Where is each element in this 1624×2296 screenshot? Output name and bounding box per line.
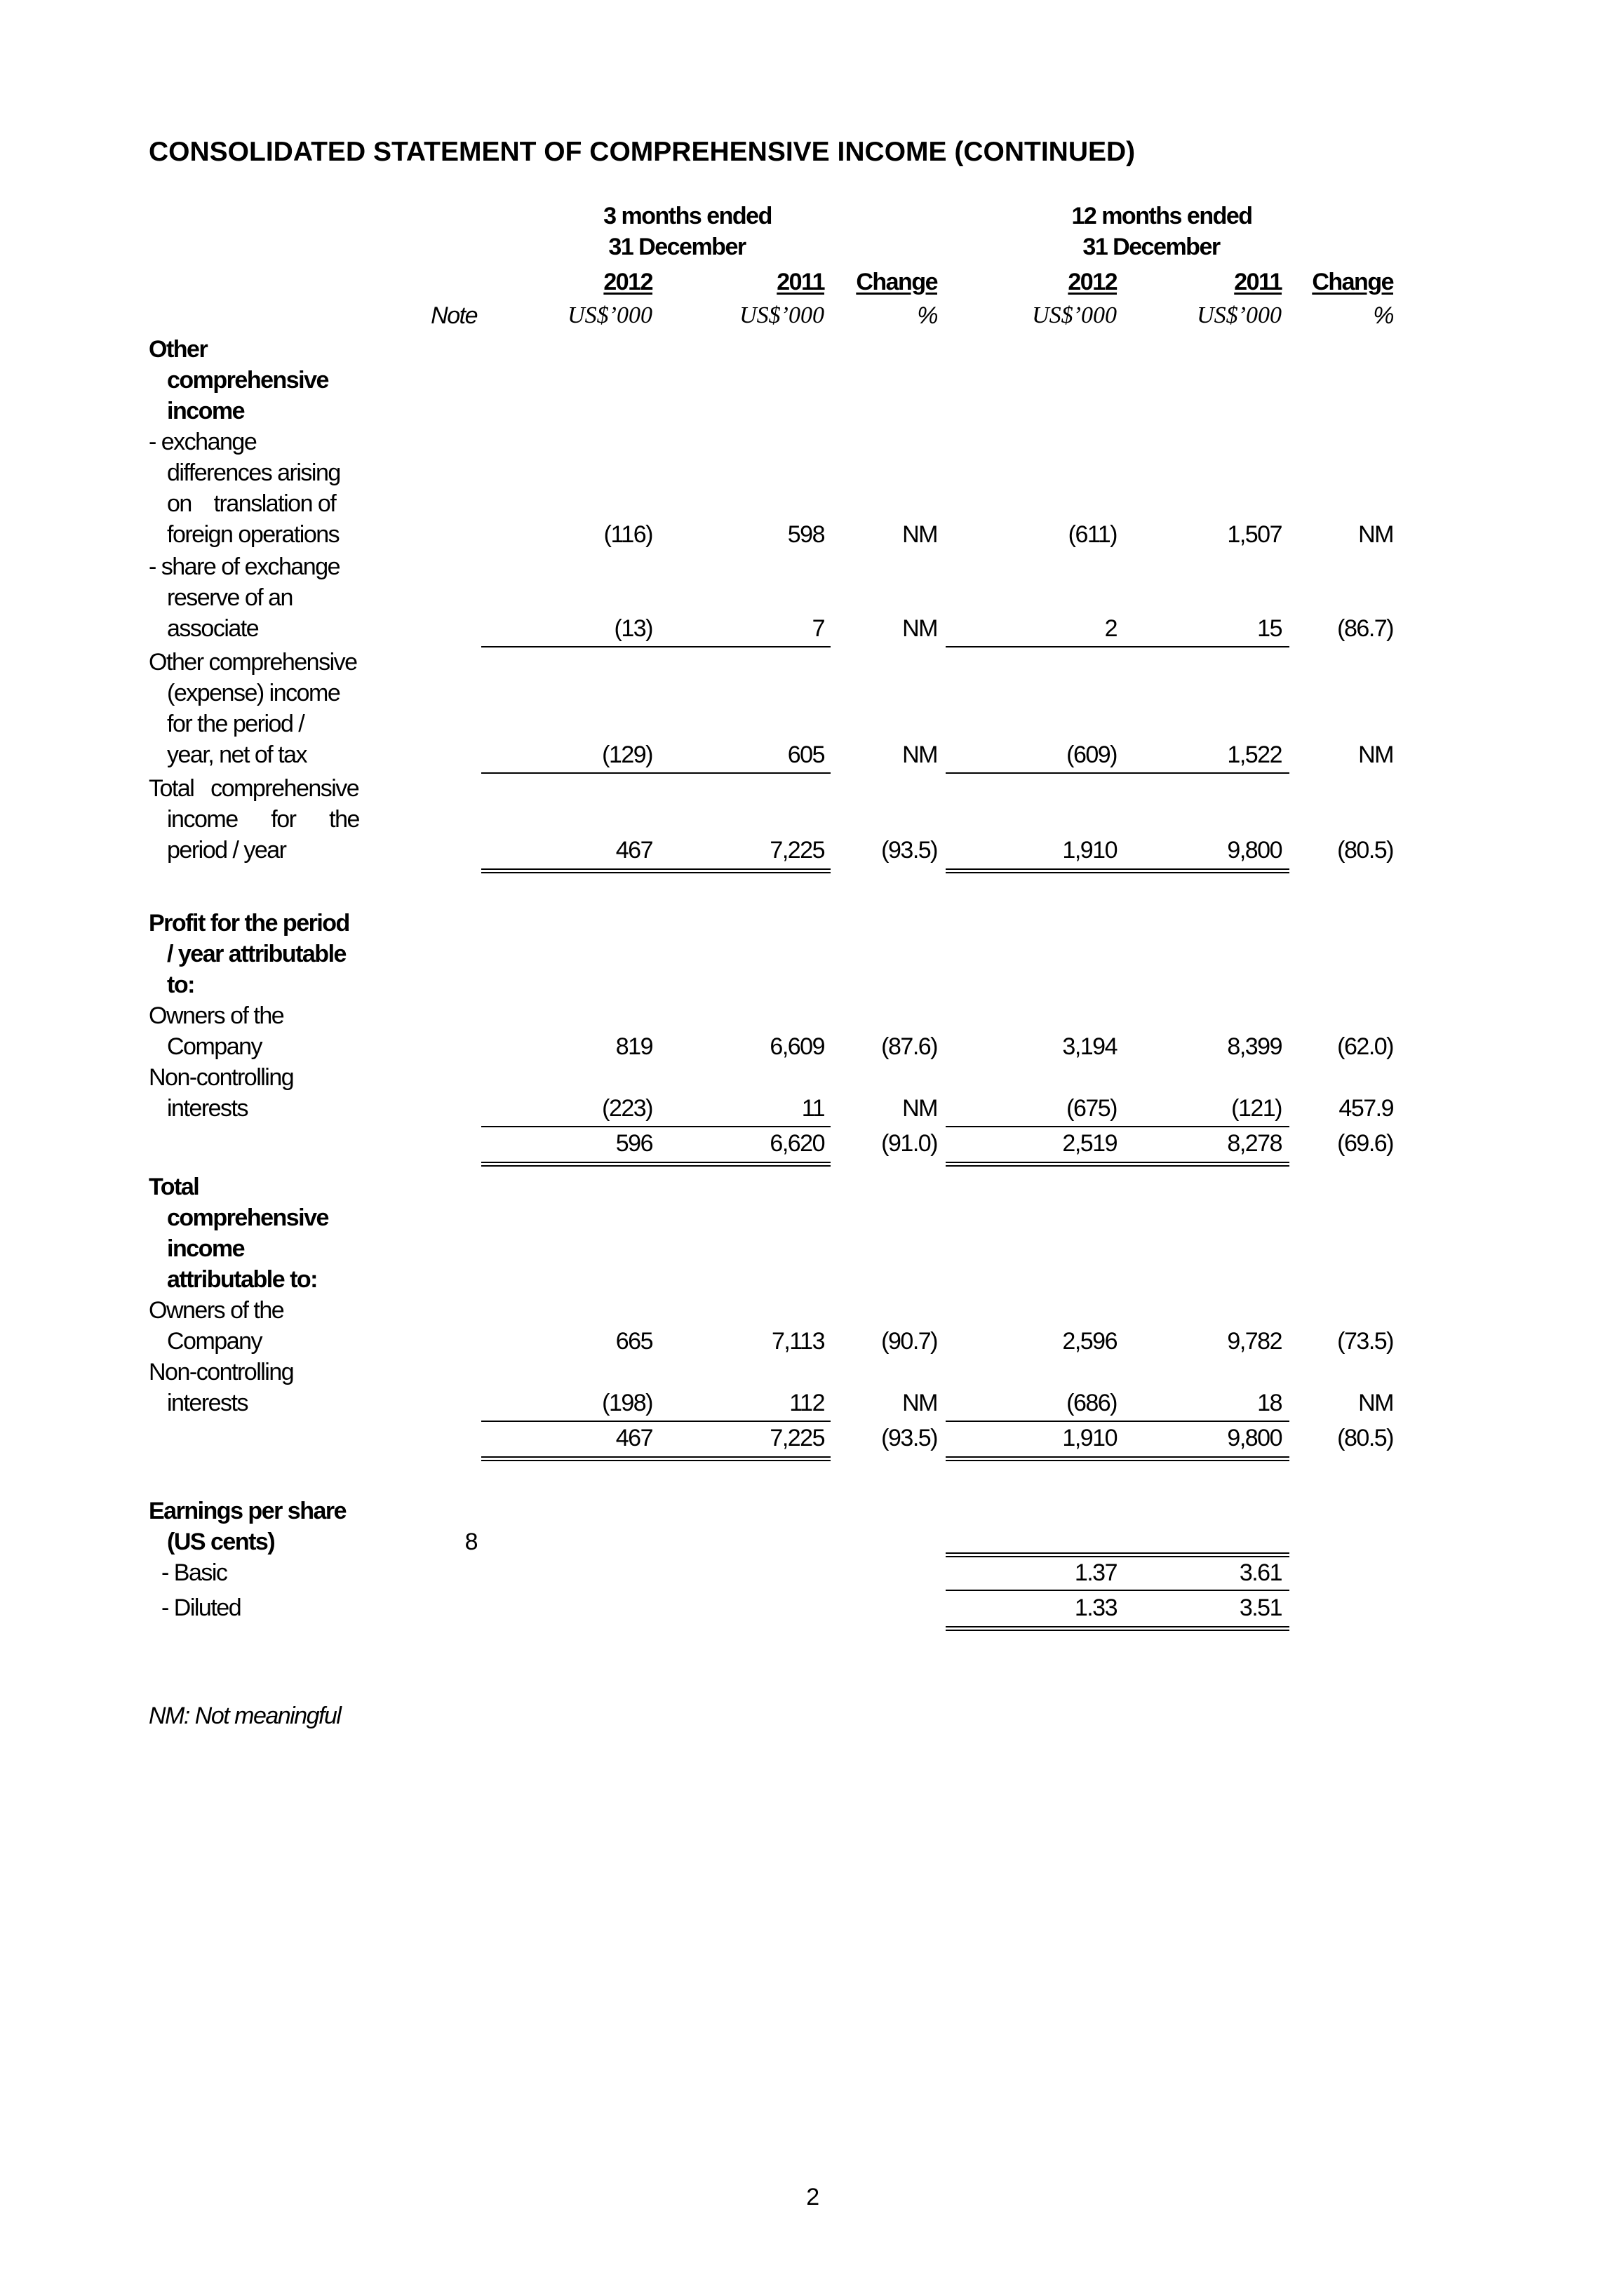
cell-tcia-total-y2011: 9,800 <box>1227 1425 1282 1451</box>
cell-owners2-ychg: (73.5) <box>1337 1328 1393 1355</box>
cell-tci-q2012: 467 <box>615 837 652 864</box>
cell-ociexp-y2011: 1,522 <box>1227 741 1282 768</box>
row-nci2-label-1: Non-controlling <box>149 1359 294 1385</box>
row-ociexp-label-2: (expense) income <box>167 680 340 706</box>
row-share-label-1: - share of exchange <box>149 553 340 580</box>
cell-diluted-y2011: 3.51 <box>1239 1595 1282 1621</box>
header-q-2012: 2012 <box>603 269 652 295</box>
cell-tci-y2011: 9,800 <box>1227 837 1282 864</box>
cell-ociexp-y2012: (609) <box>1066 741 1117 768</box>
section-oci-line1: Other <box>149 336 208 363</box>
header-q-2011: 2011 <box>777 269 824 295</box>
cell-share-q2012: (13) <box>614 615 652 642</box>
row-tci-label-1: Total comprehensive <box>149 775 359 802</box>
row-owners1-label-1: Owners of the <box>149 1002 284 1029</box>
row-exchange-label-4: foreign operations <box>167 521 340 548</box>
rule-double <box>481 868 831 873</box>
cell-exch-q2011: 598 <box>787 521 824 548</box>
row-nci2-label-2: interests <box>167 1390 248 1416</box>
cell-exch-y2012: (611) <box>1068 521 1117 548</box>
cell-nci2-y2011: 18 <box>1257 1390 1282 1416</box>
cell-basic-y2011: 3.61 <box>1239 1559 1282 1586</box>
header-y-2012: 2012 <box>1068 269 1117 295</box>
cell-owners2-y2012: 2,596 <box>1062 1328 1117 1355</box>
cell-owners1-y2012: 3,194 <box>1062 1033 1117 1060</box>
cell-tcia-total-y2012: 1,910 <box>1062 1425 1117 1451</box>
cell-nci2-ychg: NM <box>1358 1390 1393 1416</box>
page-number: 2 <box>806 2184 819 2210</box>
cell-owners1-q2012: 819 <box>615 1033 652 1060</box>
row-exchange-label-2: differences arising <box>167 459 340 486</box>
header-3-months-line1: 3 months ended <box>603 203 772 229</box>
cell-nci1-qchg: NM <box>902 1095 937 1122</box>
page-title: CONSOLIDATED STATEMENT OF COMPREHENSIVE INCOME (CONTINUED) <box>149 137 1136 167</box>
cell-owners1-q2011: 6,609 <box>770 1033 824 1060</box>
cell-ociexp-q2011: 605 <box>787 741 824 768</box>
cell-exch-qchg: NM <box>902 521 937 548</box>
cell-owners1-y2011: 8,399 <box>1227 1033 1282 1060</box>
cell-nci1-q2012: (223) <box>602 1095 652 1122</box>
rule-double <box>481 1162 831 1167</box>
cell-nci2-qchg: NM <box>902 1390 937 1416</box>
cell-owners2-q2011: 7,113 <box>771 1328 824 1355</box>
rule-single <box>481 1126 831 1127</box>
row-owners2-label-1: Owners of the <box>149 1297 284 1324</box>
rule-single <box>946 646 1289 647</box>
section-eps-line2: (US cents) <box>167 1529 275 1555</box>
section-tcia-line1: Total <box>149 1174 199 1200</box>
row-exchange-label-3: on translation of <box>167 490 336 517</box>
eps-note-ref: 8 <box>464 1529 477 1555</box>
cell-profit-total-y2011: 8,278 <box>1227 1130 1282 1157</box>
row-ociexp-label-4: year, net of tax <box>167 741 307 768</box>
cell-profit-total-q2011: 6,620 <box>770 1130 824 1157</box>
header-y-2011: 2011 <box>1234 269 1282 295</box>
header-q-change: Change <box>856 269 937 295</box>
cell-nci2-y2012: (686) <box>1066 1390 1117 1416</box>
row-tci-label-2: income for the <box>167 806 359 833</box>
rule-double <box>946 868 1289 873</box>
cell-nci1-y2011: (121) <box>1231 1095 1282 1122</box>
cell-owners2-y2011: 9,782 <box>1227 1328 1282 1355</box>
cell-ociexp-qchg: NM <box>902 741 937 768</box>
cell-owners1-qchg: (87.6) <box>881 1033 937 1060</box>
cell-owners2-q2012: 665 <box>615 1328 652 1355</box>
cell-owners1-ychg: (62.0) <box>1337 1033 1393 1060</box>
row-share-label-3: associate <box>167 615 259 642</box>
header-note: Note <box>431 302 477 329</box>
cell-share-y2011: 15 <box>1257 615 1282 642</box>
cell-exch-ychg: NM <box>1358 521 1393 548</box>
cell-ociexp-ychg: NM <box>1358 741 1393 768</box>
row-owners2-label-2: Company <box>167 1328 262 1355</box>
cell-tcia-total-q2012: 467 <box>615 1425 652 1451</box>
unit-q-2011: US$’000 <box>739 302 824 328</box>
unit-y-change: % <box>1373 302 1393 329</box>
cell-tcia-total-ychg: (80.5) <box>1337 1425 1393 1451</box>
footnote: NM: Not meaningful <box>149 1703 341 1729</box>
cell-share-ychg: (86.7) <box>1337 615 1393 642</box>
header-y-change: Change <box>1312 269 1393 295</box>
rule-single <box>946 1126 1289 1127</box>
section-tcia-line2: comprehensive <box>167 1204 328 1231</box>
unit-y-2012: US$’000 <box>1032 302 1117 328</box>
cell-exch-q2012: (116) <box>603 521 652 548</box>
row-owners1-label-2: Company <box>167 1033 262 1060</box>
cell-profit-total-qchg: (91.0) <box>881 1130 937 1157</box>
cell-ociexp-q2012: (129) <box>602 741 652 768</box>
cell-diluted-y2012: 1.33 <box>1074 1595 1117 1621</box>
cell-nci2-q2012: (198) <box>602 1390 652 1416</box>
cell-share-qchg: NM <box>902 615 937 642</box>
cell-nci2-q2011: 112 <box>789 1390 824 1416</box>
section-profit-line2: / year attributable <box>167 941 346 967</box>
cell-share-q2011: 7 <box>812 615 824 642</box>
cell-nci1-ychg: 457.9 <box>1338 1095 1393 1122</box>
cell-exch-y2011: 1,507 <box>1227 521 1282 548</box>
rule-double <box>946 1552 1289 1557</box>
section-profit-line1: Profit for the period <box>149 910 349 936</box>
cell-nci1-q2011: 11 <box>801 1095 824 1122</box>
row-exchange-label-1: - exchange <box>149 429 257 455</box>
rule-double <box>946 1162 1289 1167</box>
rule-single <box>946 1590 1289 1591</box>
cell-basic-y2012: 1.37 <box>1074 1559 1117 1586</box>
cell-profit-total-ychg: (69.6) <box>1337 1130 1393 1157</box>
cell-profit-total-y2012: 2,519 <box>1062 1130 1117 1157</box>
row-ociexp-label-3: for the period / <box>167 711 304 737</box>
rule-single <box>481 772 831 774</box>
row-ociexp-label-1: Other comprehensive <box>149 649 357 676</box>
row-diluted-label: - Diluted <box>161 1595 241 1621</box>
cell-profit-total-q2012: 596 <box>615 1130 652 1157</box>
cell-tcia-total-qchg: (93.5) <box>881 1425 937 1451</box>
rule-single <box>481 1421 831 1422</box>
cell-tcia-total-q2011: 7,225 <box>770 1425 824 1451</box>
section-oci-line3: income <box>167 398 245 424</box>
header-12-months-line1: 12 months ended <box>1071 203 1252 229</box>
section-oci-line2: comprehensive <box>167 367 328 394</box>
section-eps-line1: Earnings per share <box>149 1498 347 1524</box>
cell-nci1-y2012: (675) <box>1066 1095 1117 1122</box>
section-profit-line3: to: <box>167 972 194 998</box>
row-basic-label: - Basic <box>161 1559 227 1586</box>
cell-tci-q2011: 7,225 <box>770 837 824 864</box>
row-tci-label-3: period / year <box>167 837 286 864</box>
cell-owners2-qchg: (90.7) <box>881 1328 937 1355</box>
unit-q-change: % <box>917 302 937 329</box>
header-3-months-line2: 31 December <box>608 234 746 260</box>
rule-single <box>481 646 831 647</box>
rule-single <box>946 772 1289 774</box>
rule-double <box>481 1456 831 1461</box>
cell-share-y2012: 2 <box>1104 615 1117 642</box>
row-share-label-2: reserve of an <box>167 584 293 611</box>
cell-tci-y2012: 1,910 <box>1062 837 1117 864</box>
unit-y-2011: US$’000 <box>1197 302 1282 328</box>
rule-double <box>946 1626 1289 1631</box>
rule-double <box>946 1456 1289 1461</box>
rule-single <box>946 1421 1289 1422</box>
section-tcia-line3: income <box>167 1235 245 1262</box>
cell-tci-ychg: (80.5) <box>1337 837 1393 864</box>
row-nci1-label-2: interests <box>167 1095 248 1122</box>
section-tcia-line4: attributable to: <box>167 1266 317 1293</box>
cell-tci-qchg: (93.5) <box>881 837 937 864</box>
row-nci1-label-1: Non-controlling <box>149 1064 294 1091</box>
header-12-months-line2: 31 December <box>1082 234 1220 260</box>
unit-q-2012: US$’000 <box>568 302 652 328</box>
